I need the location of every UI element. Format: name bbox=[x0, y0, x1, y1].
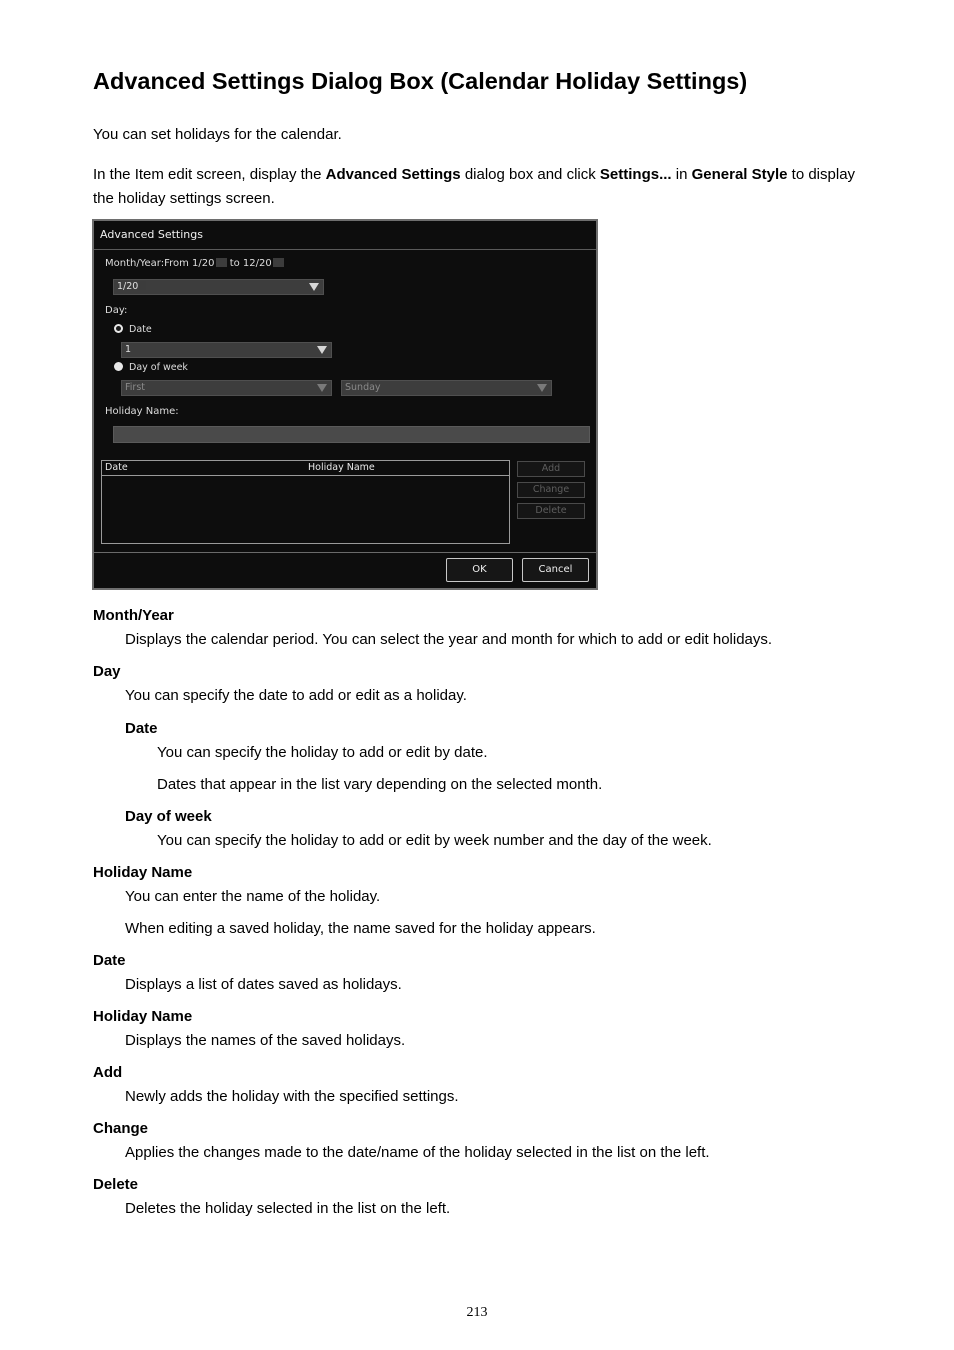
weekday-select[interactable] bbox=[341, 380, 552, 396]
desc-day: You can specify the date to add or edit as a holiday. bbox=[125, 687, 467, 704]
term-day: Day bbox=[93, 663, 121, 680]
date-radio[interactable] bbox=[114, 324, 123, 333]
holiday-name-input[interactable] bbox=[113, 426, 590, 443]
desc-change: Applies the changes made to the date/name of the holiday selected in the list on the left. bbox=[125, 1144, 710, 1161]
chevron-down-icon bbox=[317, 346, 327, 354]
desc-day-of-week: You can specify the holiday to add or edit by week number and the day of the week. bbox=[157, 832, 712, 849]
term-list-holiday-name: Holiday Name bbox=[93, 1008, 193, 1025]
masked-year bbox=[216, 258, 227, 267]
month-year-value: 1/20 bbox=[117, 280, 146, 294]
term-delete: Delete bbox=[93, 1176, 139, 1193]
desc-day-date-2: Dates that appear in the list vary depending on the selected month. bbox=[157, 776, 603, 793]
day-of-week-radio[interactable] bbox=[114, 362, 123, 371]
change-button[interactable]: Change bbox=[517, 482, 585, 498]
day-label: Day: bbox=[105, 305, 128, 316]
term-day-date: Date bbox=[125, 720, 158, 737]
column-header-holiday-name[interactable]: Holiday Name bbox=[308, 462, 375, 473]
holiday-list[interactable] bbox=[101, 460, 510, 544]
instruction-text bbox=[93, 163, 873, 211]
date-radio-label: Date bbox=[129, 324, 152, 335]
instruction-part: in bbox=[671, 166, 692, 183]
day-of-week-radio-label: Day of week bbox=[129, 362, 188, 373]
period-label bbox=[105, 258, 284, 269]
date-value: 1 bbox=[125, 344, 132, 355]
date-select[interactable] bbox=[121, 342, 332, 358]
desc-delete: Deletes the holiday selected in the list on the left. bbox=[125, 1200, 451, 1217]
desc-list-date: Displays a list of dates saved as holidays. bbox=[125, 976, 402, 993]
term-change: Change bbox=[93, 1120, 149, 1137]
intro-text: You can set holidays for the calendar. bbox=[93, 126, 342, 143]
masked-year bbox=[273, 258, 284, 267]
period-from-text: Month/Year:From 1/20 bbox=[105, 258, 215, 269]
chevron-down-icon bbox=[309, 283, 319, 291]
instruction-part: In the Item edit screen, display the bbox=[93, 166, 326, 183]
instruction-part: dialog box and click bbox=[460, 166, 600, 183]
desc-add: Newly adds the holiday with the specified settings. bbox=[125, 1088, 459, 1105]
desc-day-date-1: You can specify the holiday to add or edit by date. bbox=[157, 744, 488, 761]
chevron-down-icon bbox=[317, 384, 327, 392]
instruction-part: to display the holiday settings screen. bbox=[93, 166, 856, 207]
ok-button[interactable]: OK bbox=[446, 558, 513, 582]
add-button[interactable]: Add bbox=[517, 461, 585, 477]
dialog-title: Advanced Settings bbox=[100, 228, 203, 241]
month-year-select[interactable] bbox=[113, 279, 324, 295]
delete-button[interactable]: Delete bbox=[517, 503, 585, 519]
holiday-name-label: Holiday Name: bbox=[105, 406, 179, 417]
desc-list-holiday-name: Displays the names of the saved holidays. bbox=[125, 1032, 406, 1049]
page-title: Advanced Settings Dialog Box (Calendar Holiday Settings) bbox=[93, 68, 748, 94]
instruction-bold: Settings... bbox=[599, 166, 672, 183]
page-number: 213 bbox=[466, 1305, 488, 1320]
dialog-title-bar bbox=[94, 221, 596, 250]
advanced-settings-dialog bbox=[92, 219, 598, 590]
week-number-select[interactable] bbox=[121, 380, 332, 396]
instruction-bold: Advanced Settings bbox=[325, 166, 461, 183]
instruction-bold: General Style bbox=[691, 166, 788, 183]
dialog-footer-divider bbox=[94, 552, 596, 553]
term-month-year: Month/Year bbox=[93, 607, 174, 624]
chevron-down-icon bbox=[537, 384, 547, 392]
cancel-button[interactable]: Cancel bbox=[522, 558, 589, 582]
holiday-list-header bbox=[102, 461, 509, 476]
desc-month-year: Displays the calendar period. You can select the year and month for which to add or edit holidays. bbox=[125, 631, 773, 648]
term-day-of-week: Day of week bbox=[125, 808, 212, 825]
term-add: Add bbox=[93, 1064, 123, 1081]
column-header-date[interactable]: Date bbox=[105, 462, 128, 473]
period-to-text: to 12/20 bbox=[229, 258, 272, 269]
desc-holiday-name-1: You can enter the name of the holiday. bbox=[125, 888, 381, 905]
weekday-value: Sunday bbox=[345, 382, 381, 393]
desc-holiday-name-2: When editing a saved holiday, the name saved for the holiday appears. bbox=[125, 920, 596, 937]
term-list-date: Date bbox=[93, 952, 126, 969]
term-holiday-name: Holiday Name bbox=[93, 864, 193, 881]
week-number-value: First bbox=[125, 382, 145, 393]
